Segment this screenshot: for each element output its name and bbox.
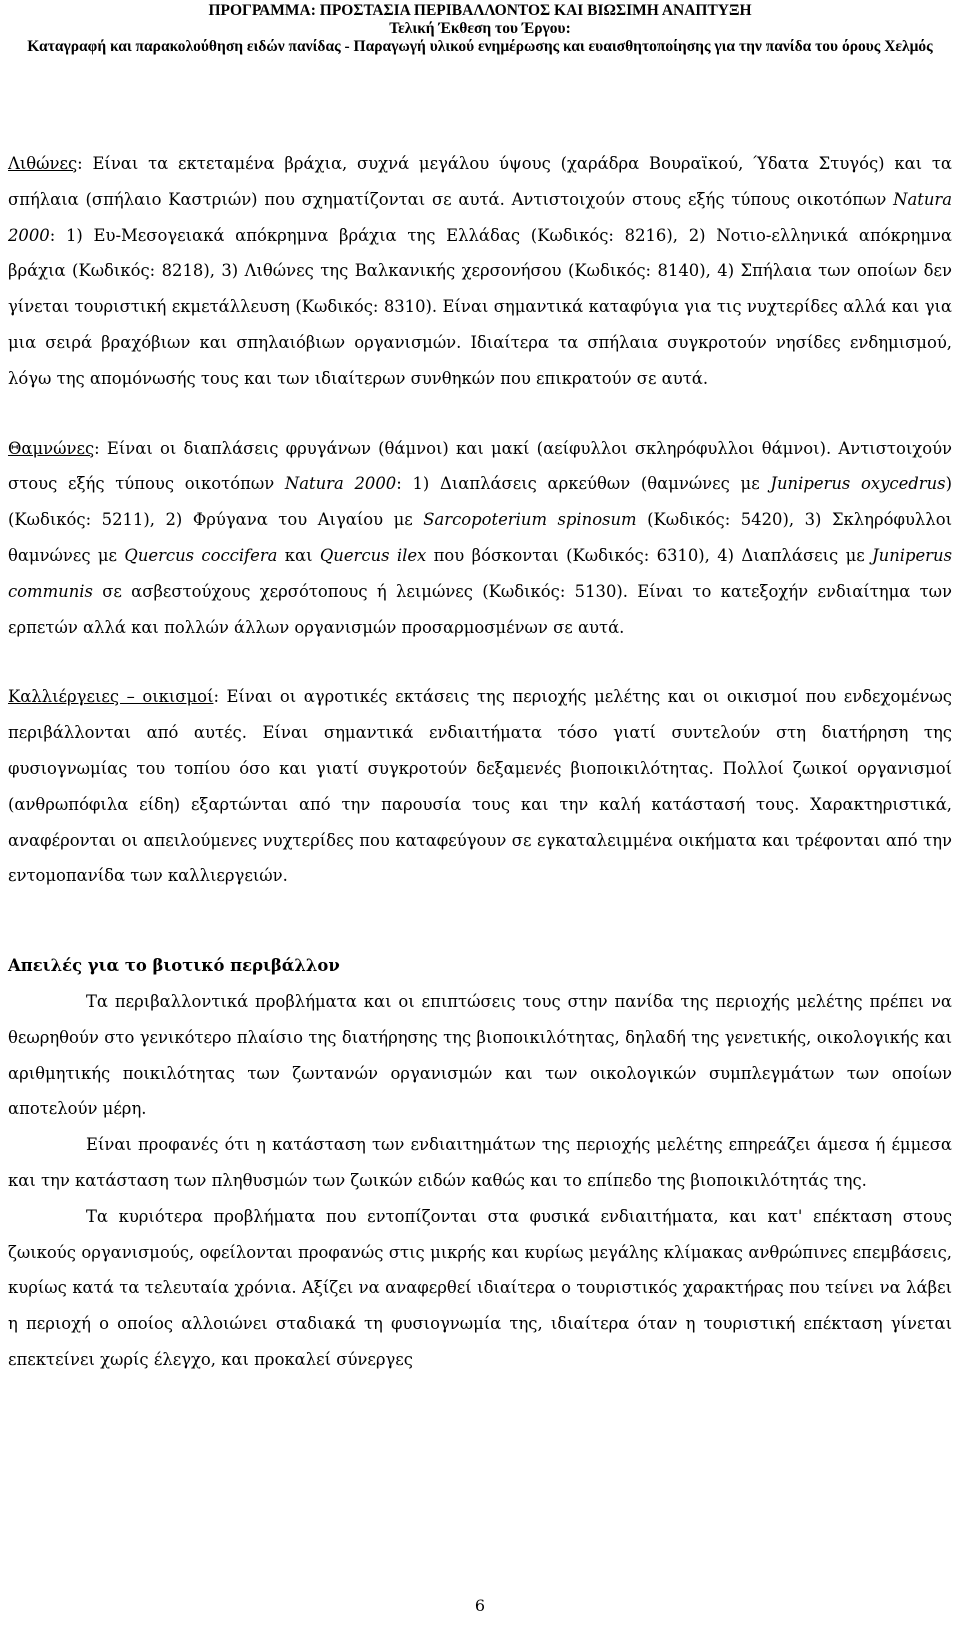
natura-label: Natura 2000 [8,189,952,245]
text-thamnones-7: σε ασβεστούχους χερσότοπους ή λειμώνες (Κωδικός: 5130). Είναι το κατεξοχήν ενδιαίτημα των ερπετών αλλά και πολλών άλλων οργανισμών προσαρμοσμένων σε αυτά. [8,581,952,637]
spacer [8,397,952,431]
paragraph-lithones [8,146,952,397]
paragraph-kalliergeies [8,679,952,894]
spacer [8,894,952,948]
text-kalliergeies: : Είναι οι αγροτικές εκτάσεις της περιοχής μελέτης και οι οικισμοί που ενδεχομένως περιβάλλονται από αυτές. Είναι σημαντικά ενδιαιτήματα τόσο γιατί συντελούν στη διατήρηση της φυσιογνωμίας του τοπίου όσο και γιατί συγκροτούν δεξαμενές βιοποικιλότητας. Πολλοί ζωικοί οργανισμοί (ανθρωπόφιλα είδη) εξαρτώνται από την παρουσία τους και την καλή κατάστασή τους. Χαρακτηριστικά, αναφέρονται οι απειλούμενες νυχτερίδες που καταφεύγουν σε εγκαταλειμμένα οικήματα και τρέφονται από την εντομοπανίδα των καλλιεργειών. [8,687,952,886]
paragraph-threats-1: Τα περιβαλλοντικά προβλήματα και οι επιπτώσεις τους στην πανίδα της περιοχής μελέτης πρέπει να θεωρηθούν στο γενικότερο πλαίσιο της διατήρησης της βιοποικιλότητας, δηλαδή της γενετικής, οικολογικής και αριθμητικής ποικιλότητας των ζωντανών οργανισμών και των οικολογικών συμπλεγμάτων των οποίων αποτελούν μέρη. [8,991,952,1119]
species-name: Sarcopoterium spinosum [423,510,637,530]
text-thamnones-4: (Κωδικός: 5420), 3) Σκληρόφυλλοι θαμνώνες με [8,510,952,565]
paragraph-thamnones [8,431,952,646]
document-body [8,146,952,1378]
natura-label: Natura 2000 [284,474,397,494]
header-project-title: Καταγραφή και παρακολούθηση ειδών πανίδας - Παραγωγή υλικού ενημέρωσης και ευαισθητοποίησης για την πανίδα του όρους Χελμός [27,38,933,55]
text-thamnones-5: και [277,545,320,565]
paragraph-threats-2: Είναι προφανές ότι η κατάσταση των ενδιαιτημάτων της περιοχής μελέτης επηρεάζει άμεσα ή έμμεσα και την κατάσταση των πληθυσμών των ζωικών ειδών καθώς και το επίπεδο της βιοποικιλότητάς της. [8,1135,952,1190]
page-number: 6 [474,1596,486,1615]
section-heading-threats: Απειλές για το βιοτικό περιβάλλον [8,956,340,976]
species-name: Quercus coccifera [124,545,278,565]
paragraph-threats-3: Τα κυριότερα προβλήματα που εντοπίζονται στα φυσικά ενδιαιτήματα, και κατ' επέκταση στους ζωικούς οργανισμούς, οφείλονται προφανώς στις μικρής και κυρίως μεγάλης κλίμακας ανθρώπινες επεμβάσεις, κυρίως κατά τα τελευταία χρόνια. Αξίζει να αναφερθεί ιδιαίτερα ο τουριστικός χαρακτήρας που τείνει να λάβει η περιοχή ο οποίος αλλοιώνει σταδιακά τη φυσιογνωμία της, ιδιαίτερα όταν η τουριστική επέκταση γίνεται επεκτείνει χωρίς έλεγχο, και προκαλεί σύνεργες [8,1206,952,1369]
text-lithones-1: : Είναι τα εκτεταμένα βράχια, συχνά μεγάλου ύψους (χαράδρα Βουραϊκού, Ύδατα Στυγός) και τα σπήλαια (σπήλαιο Καστριών) που σχηματίζονται σε αυτά. Αντιστοιχούν στους εξής τύπους οικοτόπων [8,154,952,209]
species-name: Juniperus oxycedrus [770,474,946,494]
term-thamnones: Θαμνώνες [8,438,95,458]
text-thamnones-3: ) (Κωδικός: 5211), 2) Φρύγανα του Αιγαίου με [8,474,952,530]
spacer [8,645,952,679]
header-program: ΠΡΟΓΡΑΜΜΑ: ΠΡΟΣΤΑΣΙΑ ΠΕΡΙΒΑΛΛΟΝΤΟΣ ΚΑΙ ΒΙΩΣΙΜΗ ΑΝΑΠΤΥΞΗ [208,2,752,19]
text-lithones-2: : 1) Ευ-Μεσογειακά απόκρημνα βράχια της Ελλάδας (Κωδικός: 8216), 2) Νοτιο-ελληνικά απόκρημνα βράχια (Κωδικός: 8218), 3) Λιθώνες της Βαλκανικής χερσονήσου (Κωδικός: 8140), 4) Σπήλαια των οποίων δεν γίνεται τουριστική εκμετάλλευση (Κωδικός: 8310). Είναι σημαντικά καταφύγια για τις νυχτερίδες αλλά και για μια σειρά βραχόβιων και σπηλαιόβιων οργανισμών. Ιδιαίτερα τα σπήλαια συγκροτούν νησίδες ενδημισμού, λόγω της απομόνωσής τους και των ιδιαίτερων συνθηκών που επικρατούν σε αυτά. [8,225,952,388]
text-thamnones-1: : Είναι οι διαπλάσεις φρυγάνων (θάμνοι) και μακί (αείφυλλοι σκληρόφυλλοι θάμνοι). Αντιστοιχούν στους εξής τύπους οικοτόπων [8,438,952,494]
species-name: Quercus ilex [319,545,427,565]
species-name: Juniperus communis [8,545,952,601]
header-report-title: Τελική Έκθεση του Έργου: [389,20,571,37]
term-lithones: Λιθώνες [8,154,78,173]
term-kalliergeies: Καλλιέργειες – οικισμοί [8,687,214,707]
document-header [6,0,954,56]
text-thamnones-6: που βόσκονται (Κωδικός: 6310), 4) Διαπλάσεις με [426,545,873,565]
text-thamnones-2: : 1) Διαπλάσεις αρκεύθων (θαμνώνες με [396,474,771,494]
